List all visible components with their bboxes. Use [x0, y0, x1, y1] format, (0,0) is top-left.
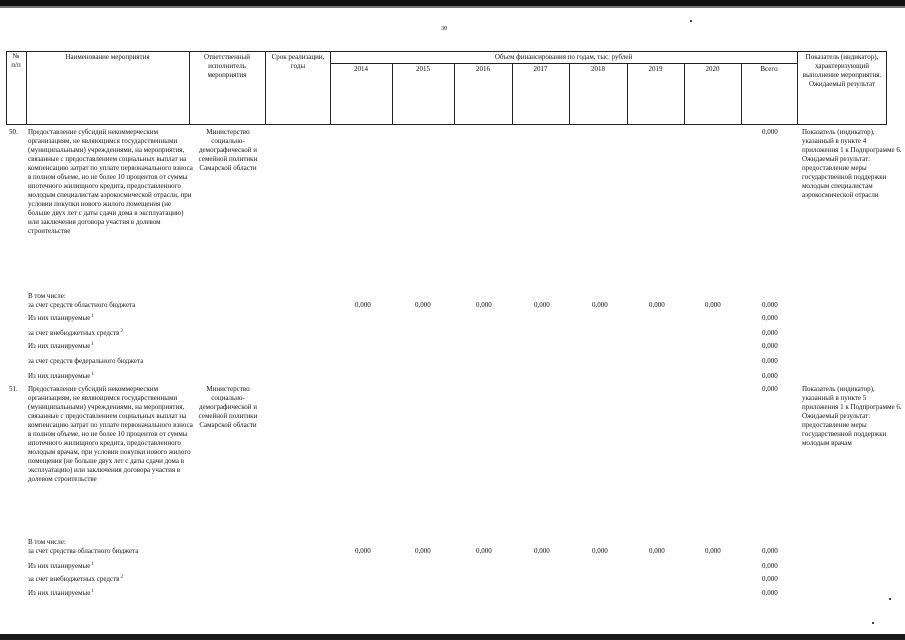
- funding-value: 0,000: [534, 301, 550, 309]
- header-year: 2020: [705, 65, 720, 73]
- header-funding: Объем финансирования по годам, тыс. рублей: [494, 53, 633, 61]
- funding-row-label: Из них планируемые$^1$: [28, 589, 94, 597]
- table-border-right: [886, 51, 887, 125]
- header-year: 2019: [648, 65, 663, 73]
- funding-row-label: Из них планируемые$^1$: [28, 562, 94, 570]
- funding-row-label: Из них планируемые$^1$: [28, 342, 94, 350]
- footnote-mark: 1: [91, 342, 94, 347]
- footnote-mark: 1: [91, 314, 94, 319]
- funding-total: 0,000: [762, 329, 778, 337]
- header-executor: Ответственный исполнитель мероприятия: [203, 53, 251, 79]
- header-num: № п/п: [11, 52, 21, 69]
- footnote-mark: 2: [120, 575, 123, 580]
- funding-value: 0,000: [649, 301, 665, 309]
- footnote-mark: 2: [120, 329, 123, 334]
- funding-value: 0,000: [649, 547, 665, 555]
- header-indicator: Показатель (индикатор), характеризующий выполнение мероприятия. Ожидаемый результат: [802, 53, 882, 88]
- funding-total: 0,000: [762, 575, 778, 583]
- item-total: 0,000: [762, 385, 778, 393]
- funding-row-label: Из них планируемые$^1$: [28, 372, 94, 380]
- item-name: Предоставление субсидий некоммерческим организациям, не являющимся государственными (муниципальными) учреждениями, на мероприятия, связанные с предоставлением социальных выплат на компенсацию затрат по уплате первоначального взноса в полном объеме, но не более 10 процентов от суммы ипотечного жилищного кредита, предоставленного молодым врачам, при условии покупки нового жилого помещения (не больше двух лет с даты сдачи дома в эксплуатацию) или заключения договора участия в долевом строительстве: [28, 385, 193, 483]
- column-divider: [797, 51, 798, 125]
- funding-total: 0,000: [762, 589, 778, 597]
- table-border-top: [6, 51, 886, 52]
- header-name: Наименование мероприятия: [65, 53, 150, 61]
- funding-total: 0,000: [762, 314, 778, 322]
- item-total: 0,000: [762, 128, 778, 136]
- funding-value: 0,000: [476, 301, 492, 309]
- funding-value: 0,000: [355, 301, 371, 309]
- item-indicator: Показатель (индикатор), указанный в пункте 4 приложения 1 к Подпрограмме 6. Ожидаемый результат: предоставление меры государственной поддержки молодым специалистам аэрокосмической отрасли: [802, 128, 902, 199]
- header-year: 2014: [354, 65, 368, 73]
- funding-total: 0,000: [762, 342, 778, 350]
- column-divider: [189, 51, 190, 125]
- funding-total: 0,000: [762, 547, 778, 555]
- funding-row-label: за счет внебюджетных средств$^2$: [28, 329, 123, 337]
- funding-row-label: за счет внебюджетных средств$^2$: [28, 575, 123, 583]
- funding-value: 0,000: [415, 301, 431, 309]
- item-number: 51.: [9, 385, 18, 393]
- footnote-mark: 1: [91, 589, 94, 594]
- scan-border-bottom: [0, 634, 905, 640]
- header-year-total: Всего: [760, 65, 778, 73]
- item-executor: Министерство социально-демографической и семейной политики Самарской области: [198, 385, 258, 429]
- header-year: 2015: [416, 65, 430, 73]
- funding-value: 0,000: [592, 547, 608, 555]
- page-number: 30: [441, 26, 447, 32]
- scan-speck: [889, 598, 891, 600]
- table-header-bottom: [6, 124, 886, 125]
- funding-value: 0,000: [705, 547, 721, 555]
- funding-value: 0,000: [705, 301, 721, 309]
- funding-total: 0,000: [762, 301, 778, 309]
- funding-total: 0,000: [762, 372, 778, 380]
- footnote-mark: 1: [91, 372, 94, 377]
- item-executor: Министерство социально-демографической и семейной политики Самарской области: [198, 128, 258, 172]
- scan-speck: [872, 622, 874, 624]
- column-divider: [330, 51, 331, 125]
- funding-value: 0,000: [355, 547, 371, 555]
- in-that-label: В том числе:: [28, 292, 66, 300]
- header-period: Срок реализации, годы: [271, 53, 325, 70]
- in-that-label: В том числе:: [28, 538, 66, 546]
- header-year: 2017: [533, 65, 548, 73]
- funding-value: 0,000: [534, 547, 550, 555]
- funding-row-label: за счет средств федерального бюджета: [28, 357, 144, 365]
- funding-total: 0,000: [762, 357, 778, 365]
- funding-row-label: Из них планируемые$^1$: [28, 314, 94, 322]
- item-indicator: Показатель (индикатор), указанный в пункте 5 приложения 1 к Подпрограмме 6. Ожидаемый результат: предоставление меры государственной поддержки молодым врачам: [802, 385, 902, 447]
- column-divider: [26, 51, 27, 125]
- footnote-mark: 1: [91, 562, 94, 567]
- scan-speck: [690, 20, 692, 22]
- item-name: Предоставление субсидий некоммерческим организациям, не являющимся государственными (муниципальными) учреждениями, на мероприятия, связанные с предоставлением социальных выплат на компенсацию затрат по уплате первоначального взноса в полном объеме, но не более 10 процентов от суммы ипотечного жилищного кредита, предоставленного молодым специалистам аэрокосмической отрасли, при условии покупки нового жилого помещения (не больше двух лет с даты сдачи дома в эксплуатацию) или заключения договора участия в долевом строительстве: [28, 128, 193, 235]
- item-number: 50.: [9, 128, 18, 136]
- scan-border-top-shade: [0, 6, 905, 8]
- funding-row-label: за счет средства областного бюджета: [28, 547, 139, 555]
- funding-subheader-line: [330, 63, 797, 64]
- header-year: 2016: [476, 65, 490, 73]
- header-year: 2018: [591, 65, 605, 73]
- funding-value: 0,000: [415, 547, 431, 555]
- funding-value: 0,000: [592, 301, 608, 309]
- funding-row-label: за счет средств областного бюджета: [28, 301, 136, 309]
- funding-value: 0,000: [476, 547, 492, 555]
- funding-total: 0,000: [762, 562, 778, 570]
